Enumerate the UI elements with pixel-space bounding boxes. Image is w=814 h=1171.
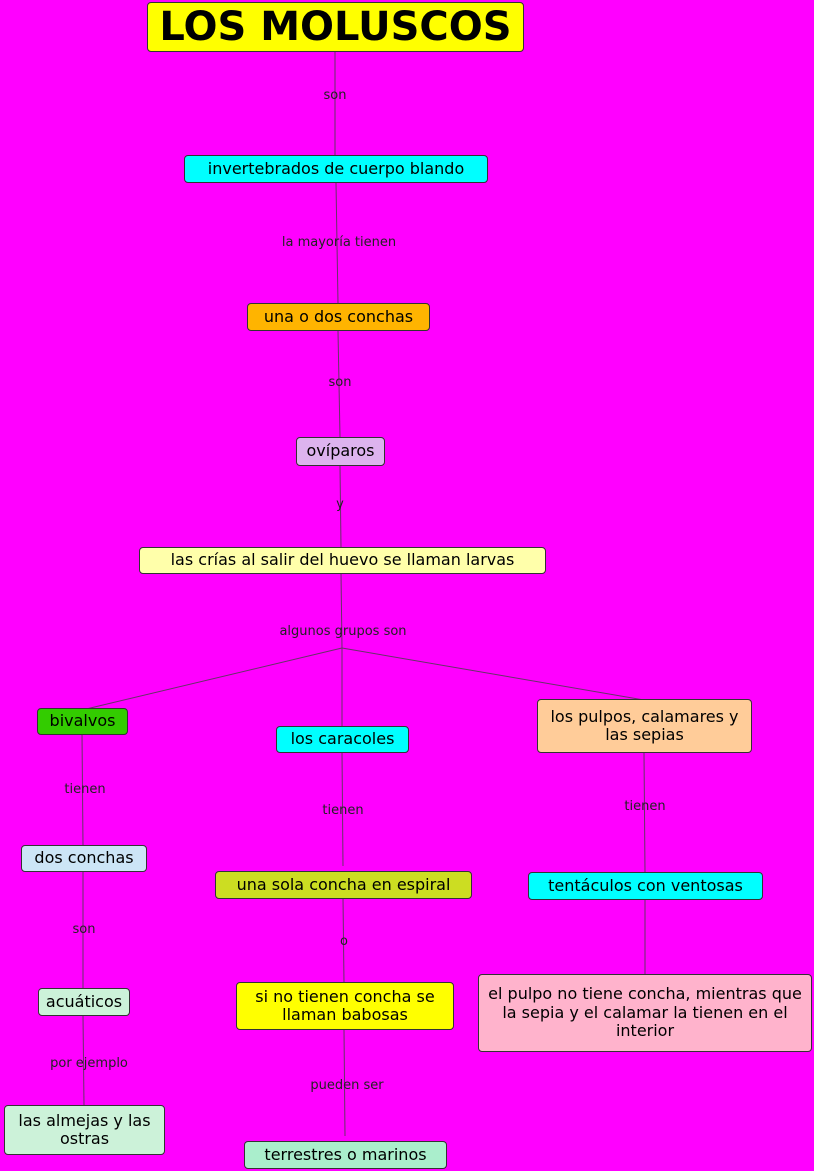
link-label-pueden-ser: pueden ser [310,1078,384,1093]
link-label-por-ejemplo: por ejemplo [50,1056,128,1071]
node-una-sola-concha-en-espiral[interactable]: una sola concha en espiral [215,871,472,899]
link-label-tienen-1: tienen [64,782,106,797]
link-label-la-mayoria-tienen: la mayoría tienen [281,235,397,250]
node-el-pulpo-no-tiene-concha[interactable]: el pulpo no tiene concha, mientras que la sepia y el calamar la tienen en el interior [478,974,812,1052]
node-bivalvos[interactable]: bivalvos [37,708,128,735]
node-larvas[interactable]: las crías al salir del huevo se llaman larvas [139,547,546,574]
node-los-pulpos-calamares-sepias[interactable]: los pulpos, calamares y las sepias [537,699,752,753]
link-label-son-1: son [323,88,347,103]
node-tentaculos-con-ventosas[interactable]: tentáculos con ventosas [528,872,763,900]
link-label-tienen-3: tienen [624,799,666,814]
link-label-son-3: son [72,922,96,937]
node-invertebrados[interactable]: invertebrados de cuerpo blando [184,155,488,183]
node-terrestres-o-marinos[interactable]: terrestres o marinos [244,1141,447,1169]
link-label-son-2: son [328,375,352,390]
node-oviparos[interactable]: ovíparos [296,437,385,466]
node-las-almejas-y-las-ostras[interactable]: las almejas y las ostras [4,1105,165,1155]
link-label-tienen-2: tienen [322,803,364,818]
node-dos-conchas[interactable]: dos conchas [21,845,147,872]
node-acuaticos[interactable]: acuáticos [38,988,130,1016]
node-si-no-tienen-concha-babosas[interactable]: si no tienen concha se llaman babosas [236,982,454,1030]
node-los-caracoles[interactable]: los caracoles [276,726,409,753]
link-label-y: y [336,497,344,512]
link-label-algunos-grupos-son: algunos grupos son [279,624,407,639]
page-title: LOS MOLUSCOS [147,2,524,52]
node-una-o-dos-conchas[interactable]: una o dos conchas [247,303,430,331]
link-label-o: o [340,934,348,949]
